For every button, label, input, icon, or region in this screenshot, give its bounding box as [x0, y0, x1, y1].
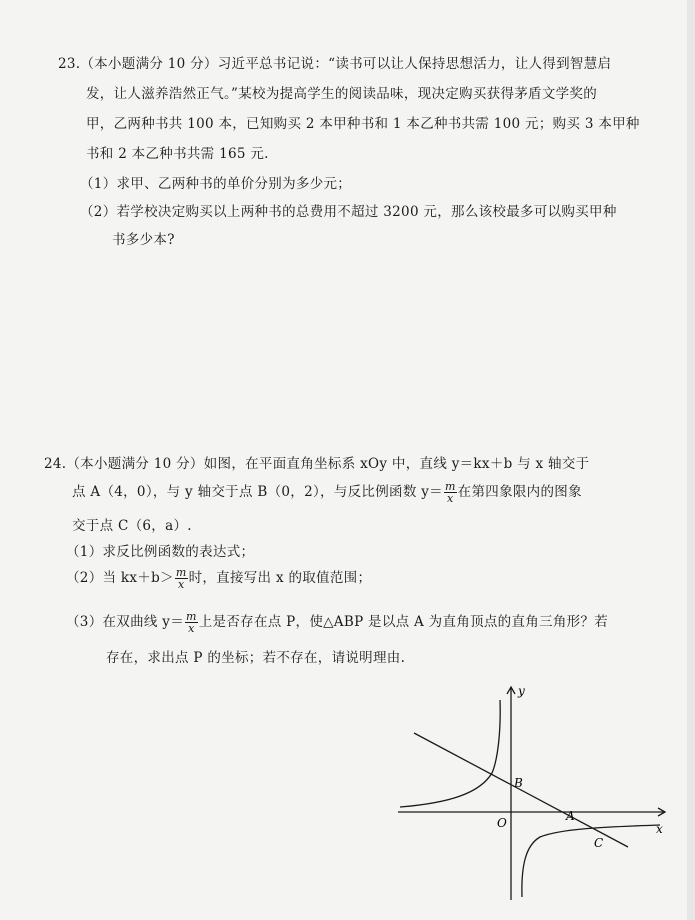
q23-line-3: 甲，乙两种书共 100 本，已知购买 2 本甲种书和 1 本乙种书共需 100 元；购买 3 本甲种 — [86, 116, 640, 132]
q23-heading: 23.（本小题满分 10 分）习近平总书记说：“读书可以让人保持思想活力，让人得到智慧启 — [58, 56, 612, 72]
q24-part-2-text-b: 时，直接写出 x 的取值范围； — [188, 570, 372, 586]
q24-part-2 — [66, 566, 371, 590]
label-y: y — [518, 684, 525, 698]
hyperbola-branch-fourth-quadrant — [522, 825, 660, 897]
q24-part-3-text-a: （3）在双曲线 y＝ — [66, 614, 185, 630]
q24-heading: 24.（本小题满分 10 分）如图，在平面直角坐标系 xOy 中，直线 y＝kx＋b 与 x 轴交于 — [44, 456, 590, 472]
coordinate-figure — [380, 675, 680, 910]
q24-part-2-text-a: （2）当 kx＋b＞ — [66, 570, 174, 586]
label-b: B — [514, 776, 523, 790]
q23-line-4: 书和 2 本乙种书共需 165 元. — [86, 146, 269, 162]
label-origin: O — [497, 816, 507, 830]
fraction-m-over-x: $\frac{m}{x}$ — [444, 480, 456, 505]
label-c: C — [594, 836, 604, 850]
q24-part-1: （1）求反比例函数的表达式； — [66, 544, 255, 560]
q23-part-2: （2）若学校决定购买以上两种书的总费用不超过 3200 元，那么该校最多可以购买甲种 — [80, 204, 617, 220]
hyperbola-branch-second-quadrant — [400, 700, 500, 807]
q24-line-3: 交于点 C（6，a）. — [72, 518, 192, 534]
q24-part-3 — [66, 610, 608, 634]
line-y-kx-plus-b — [414, 733, 628, 847]
fraction-m-over-x: $\frac{m}{x}$ — [175, 566, 187, 591]
q23-part-2-cont: 书多少本? — [112, 232, 175, 248]
q24-line-2-text-b: 在第四象限内的图象 — [457, 484, 582, 500]
label-x: x — [656, 822, 663, 836]
q24-part-3-text-b: 上是否存在点 P，使△ABP 是以点 A 为直角顶点的直角三角形？若 — [198, 614, 609, 630]
q24-line-2-text-a: 点 A（4，0），与 y 轴交于点 B（0，2），与反比例函数 y＝ — [72, 484, 443, 500]
q24-part-3-cont: 存在，求出点 P 的坐标；若不存在，请说明理由. — [106, 650, 406, 666]
q23-line-2: 发，让人滋养浩然正气。”某校为提高学生的阅读品味，现决定购买获得茅盾文学奖的 — [86, 86, 598, 102]
label-a: A — [566, 809, 575, 823]
q24-line-2 — [72, 480, 582, 504]
fraction-m-over-x: $\frac{m}{x}$ — [186, 610, 197, 635]
q23-part-1: （1）求甲、乙两种书的单价分别为多少元； — [80, 176, 352, 192]
page-edge — [687, 0, 695, 920]
